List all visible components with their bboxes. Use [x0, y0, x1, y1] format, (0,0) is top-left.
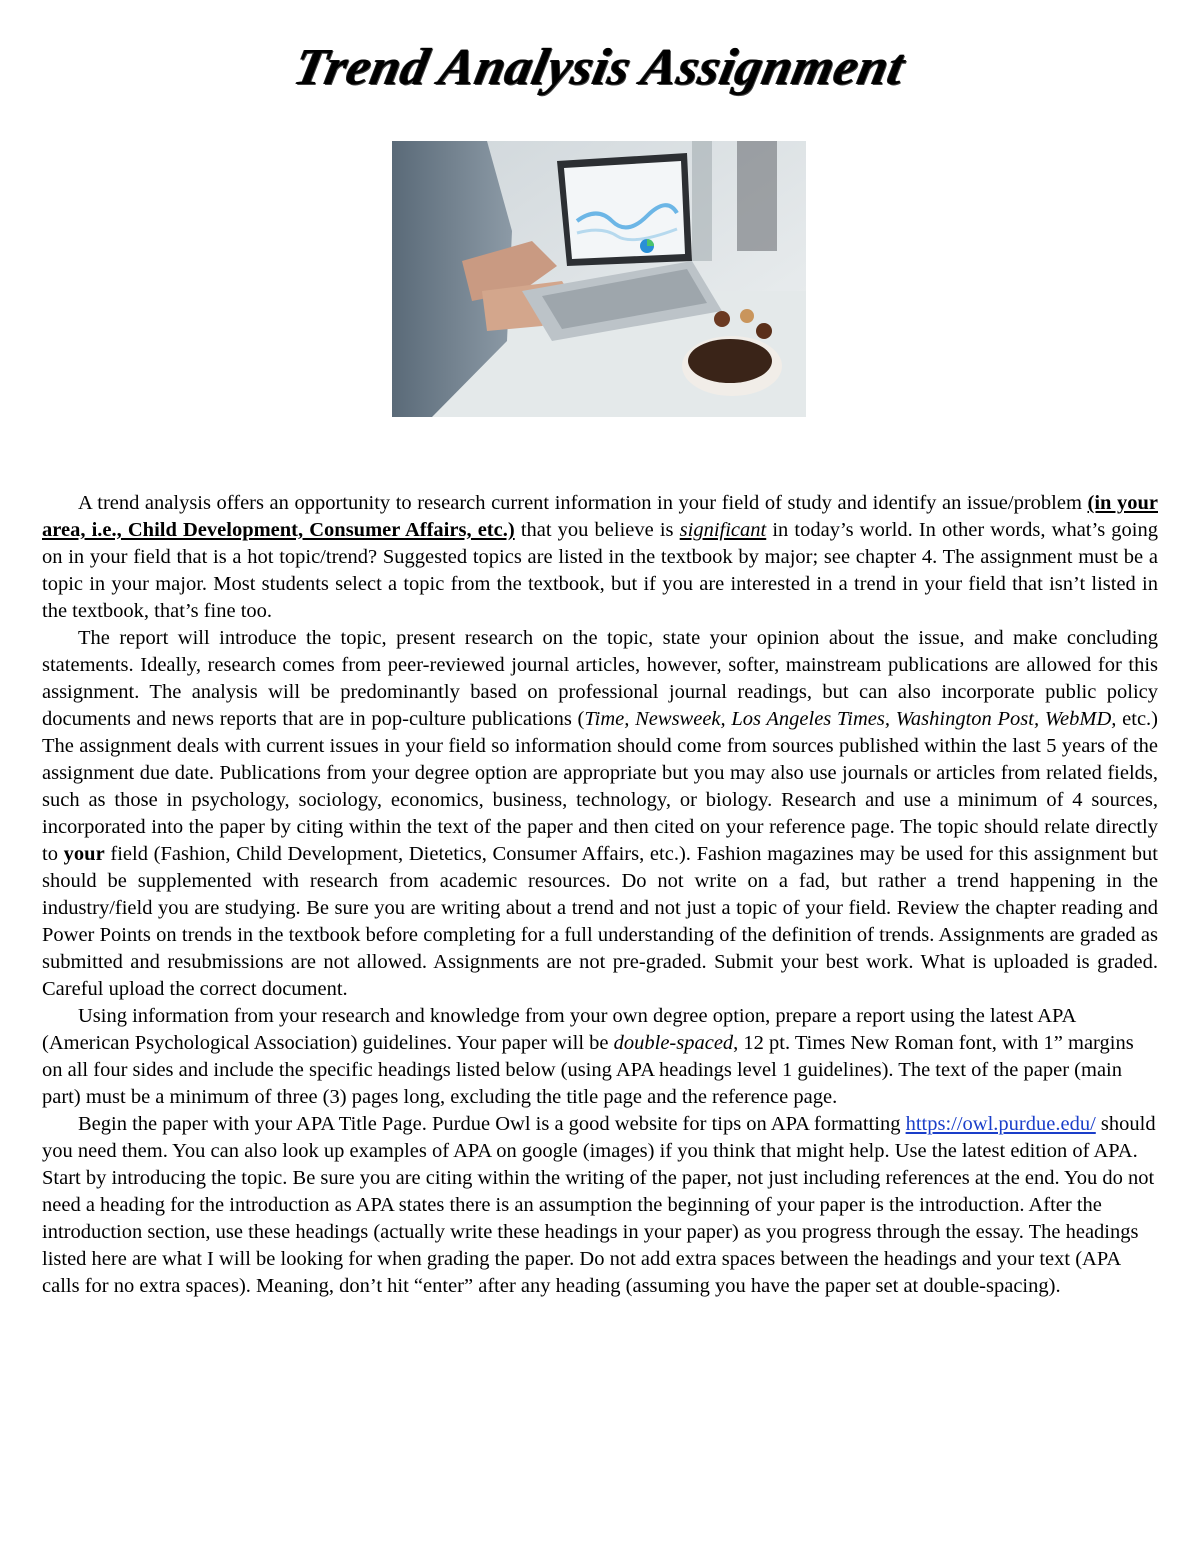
document-title: Trend Analysis Assignment: [289, 39, 911, 96]
laptop-photo: [392, 141, 806, 417]
paragraph-title-page: Begin the paper with your APA Title Page. Purdue Owl is a good website for tips on APA formatting https://owl.purdue.edu/ should you need them. You can also look up examples of APA on google (images) if you think that might help. Use the latest edition of APA. Start by introducing the topic. Be sure you are citing within the writing of the paper, not just including references at the end. You do not need a heading for the introduction as APA states there is an assumption the beginning of your paper is the introduction. After the introduction section, use these headings (actually write these headings in your paper) as you progress through the essay. The headings listed here are what I will be looking for when grading the paper. Do not add extra spaces between the headings and your text (APA calls for no extra spaces). Meaning, don’t hit “enter” after any heading (assuming you have the paper set at double-spacing).: [42, 1113, 1156, 1297]
purdue-owl-link[interactable]: https://owl.purdue.edu/: [905, 1113, 1096, 1135]
your-emphasis: your: [63, 843, 105, 865]
paragraph-apa: Using information from your research and knowledge from your own degree option, prepare a report using the latest APA (American Psychological Association) guidelines. Your paper will be double-spaced, 12 pt. Times New Roman font, with 1” margins on all four sides and include the specific headings listed below (using APA headings level 1 guidelines). The text of the paper (main part) must be a minimum of three (3) pages long, excluding the title page and the reference page.: [42, 1005, 1134, 1108]
major-examples: (in your area, i.e., Child Development, Consumer Affairs, etc.): [42, 492, 1158, 541]
double-spaced-emphasis: double-spaced: [613, 1032, 734, 1054]
publication-examples: Time, Newsweek, Los Angeles Times, Washington Post, WebMD,: [584, 708, 1117, 730]
document-body: [42, 490, 1158, 1300]
paragraph-report: The report will introduce the topic, present research on the topic, state your opinion about the issue, and make concluding statements. Ideally, research comes from peer-reviewed journal articles, however, softer, mainstream publications are allowed for this assignment. The analysis will be predominantly based on professional journal readings, but can also incorporate public policy documents and news reports that are in pop-culture publications (Time, Newsweek, Los Angeles Times, Washington Post, WebMD, etc.) The assignment deals with current issues in your field so information should come from sources published within the last 5 years of the assignment due date. Publications from your degree option are appropriate but you may also use journals or articles from related fields, such as those in psychology, sociology, economics, business, technology, or biology. Research and use a minimum of 4 sources, incorporated into the paper by citing within the text of the paper and then cited on your reference page. The topic should relate directly to your field (Fashion, Child Development, Dietetics, Consumer Affairs, etc.). Fashion magazines may be used for this assignment but should be supplemented with research from academic resources. Do not write on a fad, but rather a trend happening in the industry/field you are studying. Be sure you are writing about a trend and not just a topic of your field. Review the chapter reading and Power Points on trends in the textbook before completing for a full understanding of the definition of trends. Assignments are graded as submitted and resubmissions are not allowed. Assignments are not pre-graded. Submit your best work. What is uploaded is graded. Careful upload the correct document.: [42, 627, 1158, 1000]
significant-emphasis: significant: [679, 519, 767, 541]
paragraph-intro: A trend analysis offers an opportunity to research current information in your field of study and identify an issue/problem (in your area, i.e., Child Development, Consumer Affairs, etc.) that you believe is significant in today’s world. In other words, what’s going on in your field that is a hot topic/trend? Suggested topics are listed in the textbook by major; see chapter 4. The assignment must be a topic in your major. Most students select a topic from the textbook, but if you are interested in a trend in your field that isn’t listed in the textbook, that’s fine too.: [42, 492, 1158, 622]
